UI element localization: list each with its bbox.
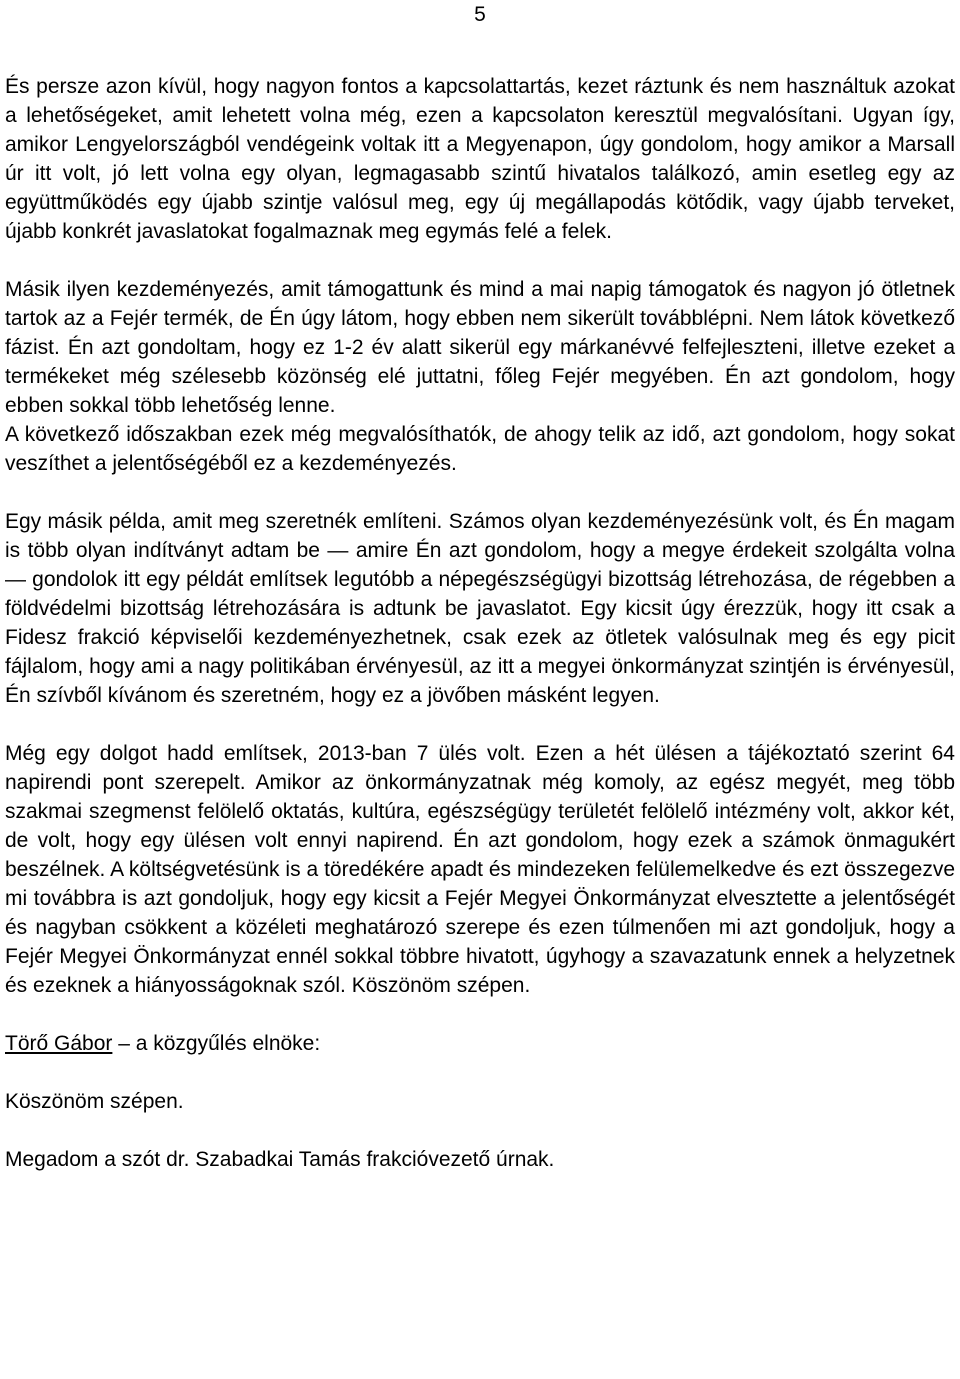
paragraph: Másik ilyen kezdeményezés, amit támogattunk és mind a mai napig támogatok és nagyon jó ötletnek tartok az a Fejér termék, de Én úgy látom, hogy ebben nem sikerült továbblépni. Nem látok következő fázist. Én azt gondoltam, hogy ez 1-2 év alatt sikerül egy márkanévvé felfejleszteni, illetve ezeket a termékeket még szélesebb közönség elé juttatni, főleg Fejér megyében. Én azt gondolom, hogy ebben sokkal több lehetőség lenne. [5,278,955,417]
speaker-line [5,1029,955,1058]
speaker-name: Törő Gábor [5,1032,113,1055]
speaker-role: – a közgyűlés elnöke: [112,1032,321,1055]
paragraph: És persze azon kívül, hogy nagyon fontos a kapcsolattartás, kezet ráztunk és nem használtuk azokat a lehetőségeket, amit lehetett volna még, ezen a kapcsolaton keresztül megvalósítani. Ugyan így, amikor Lengyelországból vendégeink voltak itt a Megyenapon, úgy gondolom, hogy amikor a Marsall úr itt volt, jó lett volna egy olyan, legmagasabb szintű hivatalos találkozó, amin esetleg egy az együttműködés egy újabb szintje valósul meg, egy új megállapodás kötődik, vagy újabb terveket, újabb konkrét javaslatokat fogalmaznak meg egymás felé a felek. [5,75,955,243]
paragraph: Még egy dolgot hadd említsek, 2013-ban 7 ülés volt. Ezen a hét ülésen a tájékoztató szerint 64 napirendi pont szerepelt. Amikor az önkormányzatnak még komoly, az egész megyét, meg több szakmai szegmenst felölelő oktatás, kultúra, egészségügy területét felölelő intézmény volt, akkor két, de volt, hogy egy ülésen volt ennyi napirend. Én azt gondolom, hogy ezek a számok önmagukért beszélnek. A költségvetésünk is a töredékére apadt és mindezeken felülemelkedve és ezt összegezve mi továbbra is azt gondoljuk, hogy egy kicsit a Fejér Megyei Önkormányzat elvesztette a jelentőségét és nagyban csökkent a közéleti meghatározó szerepe és ezen túlmenően mi azt gondoljuk, hogy a Fejér Megyei Önkormányzat ennél sokkal többre hivatott, úgyhogy a szavazatunk ennek a helyzetnek és ezeknek a hiányosságoknak szól. Köszönöm szépen. [5,742,955,997]
document-body [5,72,955,1174]
paragraph-gap [5,1058,955,1087]
paragraph: A következő időszakban ezek még megvalósíthatók, de ahogy telik az idő, azt gondolom, hogy sokat veszíthet a jelentőségéből ez a kezdeményezés. [5,423,955,475]
paragraph: Egy másik példa, amit meg szeretnék említeni. Számos olyan kezdeményezésünk volt, és Én magam is több olyan indítványt adtam be — amire Én azt gondolom, hogy a megye érdekeit szolgálta volna — gondolok itt egy példát említsek legutóbb a népegészségügyi bizottság létrehozása, de régebben a földvédelmi bizottság létrehozására is adtunk be javaslatot. Egy kicsit úgy érezzük, hogy itt csak a Fidesz frakció képviselői kezdeményezhetnek, csak ezek az ötletek valósulnak meg és egy picit fájlalom, hogy ami a nagy politikában érvényesül, az itt a megyei önkormányzat szintjén is érvényesül, Én szívből kívánom és szeretném, hogy ez a jövőben másként legyen. [5,510,955,707]
paragraph-gap [5,478,955,507]
paragraph-gap [5,1000,955,1029]
paragraph-gap [5,246,955,275]
closing-thanks: Köszönöm szépen. [5,1090,184,1113]
paragraph-gap [5,1116,955,1145]
page-number: 5 [474,3,486,26]
paragraph-gap [5,710,955,739]
closing-handover: Megadom a szót dr. Szabadkai Tamás frakcióvezető úrnak. [5,1148,555,1171]
